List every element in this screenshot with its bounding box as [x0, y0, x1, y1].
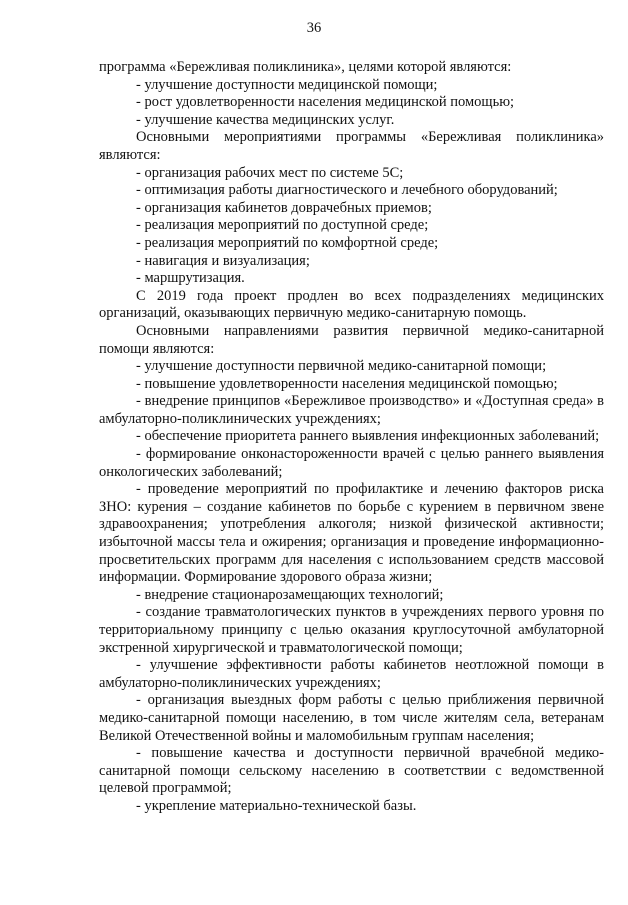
paragraph: Основными мероприятиями программы «Бережливая поликлиника» являются: [99, 129, 604, 163]
list-item: - организация выездных форм работы с целью приближения первичной медико-санитарной помощи населению, в том числе жителям села, ветеранам Великой Отечественной войны и маломобильным группам населения; [99, 692, 604, 744]
paragraph: С 2019 года проект продлен во всех подразделениях медицинских организаций, оказывающих первичную медико-санитарную помощь. [99, 287, 604, 322]
list-item: - организация рабочих мест по системе 5С; [136, 164, 404, 181]
list-item: - формирование онконастороженности врачей с целью раннего выявления онкологических заболеваний; [99, 446, 604, 480]
document-body [99, 59, 604, 816]
list-item: - рост удовлетворенности населения медицинской помощью; [136, 94, 515, 111]
list-item: - проведение мероприятий по профилактике и лечению факторов риска ЗНО: курения – создание кабинетов по борьбе с курением в первичном звене здравоохранения; употребления алкоголя; низкой физической активности; избыточной массы тела и ожирения; организация и проведение информационно-просветительских программ для населения с использованием средств массовой информации. Формирование здорового образа жизни; [99, 481, 604, 586]
list-item: - укрепление материально-технической базы. [136, 797, 417, 814]
page-number: 36 [306, 20, 322, 36]
list-item: - реализация мероприятий по комфортной среде; [136, 234, 439, 251]
list-item: - внедрение стационарозамещающих технологий; [136, 586, 444, 603]
list-item: - обеспечение приоритета раннего выявления инфекционных заболеваний; [136, 428, 600, 445]
list-item: - организация кабинетов доврачебных приемов; [136, 199, 432, 216]
list-item: - внедрение принципов «Бережливое производство» и «Доступная среда» в амбулаторно-поликлинических учреждениях; [99, 393, 604, 427]
list-item: - маршрутизация. [136, 270, 245, 287]
list-item: - улучшение качества медицинских услуг. [136, 111, 395, 128]
list-item: - повышение качества и доступности первичной врачебной медико-санитарной помощи сельскому населению в соответствии с ведомственной целевой программой; [99, 745, 604, 797]
list-item: - улучшение доступности медицинской помощи; [136, 76, 438, 93]
list-item: - навигация и визуализация; [136, 252, 310, 269]
paragraph: программа «Бережливая поликлиника», целями которой являются: [99, 59, 512, 75]
list-item: - повышение удовлетворенности населения медицинской помощью; [136, 375, 558, 392]
list-item: - реализация мероприятий по доступной среде; [136, 217, 429, 234]
paragraph: Основными направлениями развития первичной медико-санитарной помощи являются: [99, 322, 604, 357]
list-item: - улучшение доступности первичной медико-санитарной помощи; [136, 358, 547, 375]
list-item: - оптимизация работы диагностического и лечебного оборудований; [136, 182, 558, 199]
list-item: - создание травматологических пунктов в учреждениях первого уровня по территориальному принципу с целью оказания круглосуточной амбулаторной экстренной хирургической и травматологической помощи; [99, 604, 604, 656]
list-item: - улучшение эффективности работы кабинетов неотложной помощи в амбулаторно-поликлинических учреждениях; [99, 657, 604, 691]
